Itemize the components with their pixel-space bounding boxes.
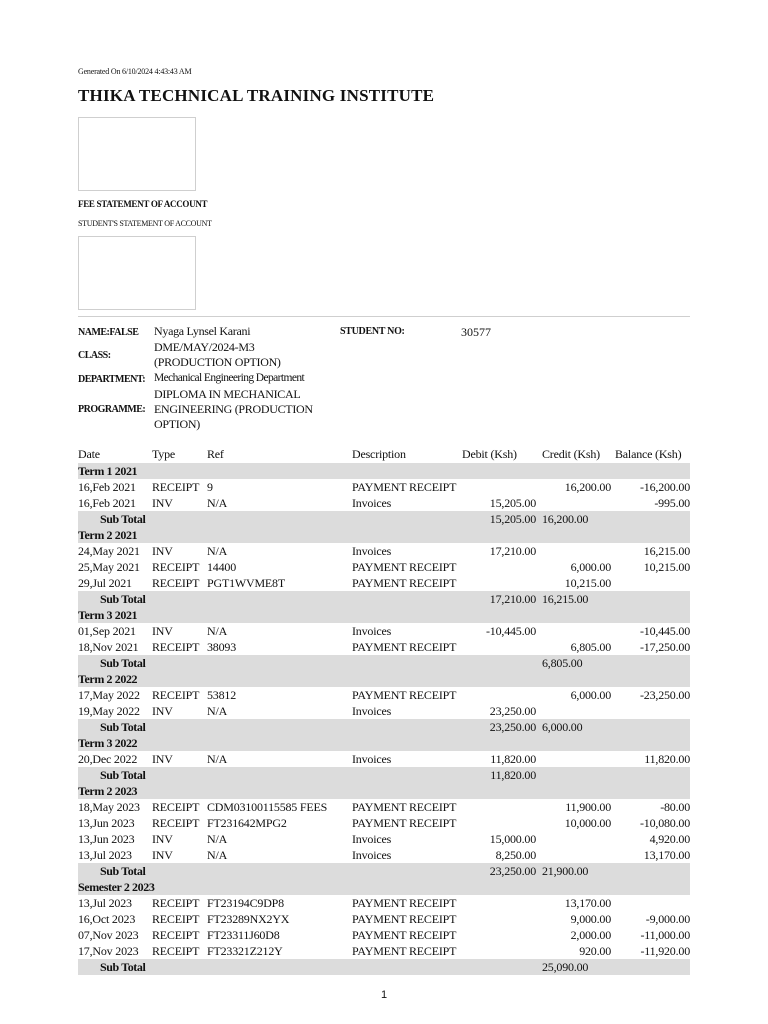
term-label: Term 3 2021: [78, 607, 690, 623]
cell-description: Invoices: [352, 704, 392, 718]
subtotal-balance: [615, 511, 690, 527]
cell-ref: PGT1WVME8T: [207, 576, 285, 590]
cell-debit: [462, 687, 542, 703]
cell-type: RECEIPT: [152, 688, 200, 702]
term-header-row: [78, 527, 690, 543]
col-type: Type: [152, 447, 176, 461]
cell-balance: -995.00: [654, 496, 690, 510]
cell-ref: 53812: [207, 688, 237, 702]
student-no: 30577: [461, 325, 491, 339]
table-row: [78, 495, 690, 511]
subtotal-balance: [615, 719, 690, 735]
cell-debit: 23,250.00: [489, 704, 536, 718]
cell-credit: 2,000.00: [570, 928, 611, 942]
cell-type: RECEIPT: [152, 560, 200, 574]
cell-balance: 16,215.00: [643, 544, 690, 558]
cell-credit: 9,000.00: [570, 912, 611, 926]
cell-description: PAYMENT RECEIPT: [352, 928, 457, 942]
cell-balance: 10,215.00: [643, 560, 690, 574]
cell-debit: [462, 927, 542, 943]
cell-credit: [542, 495, 615, 511]
cell-balance: -9,000.00: [645, 912, 690, 926]
cell-ref: N/A: [207, 832, 228, 846]
term-header-row: [78, 463, 690, 479]
name-label: NAME:FALSE: [78, 327, 139, 338]
cell-type: INV: [152, 752, 173, 766]
cell-type: RECEIPT: [152, 928, 200, 942]
cell-type: RECEIPT: [152, 576, 200, 590]
subtotal-credit: 21,900.00: [542, 863, 615, 879]
cell-description: PAYMENT RECEIPT: [352, 688, 457, 702]
cell-date: 16,Feb 2021: [78, 480, 136, 494]
subtotal-balance: [615, 591, 690, 607]
cell-type: RECEIPT: [152, 640, 200, 654]
cell-description: PAYMENT RECEIPT: [352, 800, 457, 814]
cell-description: PAYMENT RECEIPT: [352, 560, 457, 574]
subtotal-row: [78, 511, 690, 527]
cell-description: Invoices: [352, 624, 392, 638]
subtotal-balance: [615, 959, 690, 975]
cell-ref: 14400: [207, 560, 237, 574]
cell-ref: N/A: [207, 544, 228, 558]
cell-credit: [542, 831, 615, 847]
student-programme: DIPLOMA IN MECHANICAL ENGINEERING (PRODUCTION OPTION): [154, 387, 313, 431]
cell-credit: 10,000.00: [564, 816, 611, 830]
cell-debit: -10,445.00: [486, 624, 536, 638]
cell-balance: 13,170.00: [643, 848, 690, 862]
table-row: [78, 911, 690, 927]
cell-balance: [615, 575, 690, 591]
col-debit: Debit (Ksh): [462, 447, 517, 461]
subtotal-row: [78, 591, 690, 607]
term-header-row: [78, 879, 690, 895]
cell-description: PAYMENT RECEIPT: [352, 896, 457, 910]
cell-date: 16,Feb 2021: [78, 496, 136, 510]
cell-type: INV: [152, 544, 173, 558]
cell-description: PAYMENT RECEIPT: [352, 816, 457, 830]
col-ref: Ref: [207, 447, 224, 461]
cell-ref: N/A: [207, 752, 228, 766]
cell-type: RECEIPT: [152, 944, 200, 958]
cell-debit: 11,820.00: [490, 752, 536, 766]
cell-balance: -80.00: [660, 800, 690, 814]
cell-debit: 15,205.00: [489, 496, 536, 510]
institution-title: THIKA TECHNICAL TRAINING INSTITUTE: [78, 86, 435, 105]
term-label: Term 2 2022: [78, 671, 690, 687]
cell-date: 24,May 2021: [78, 544, 140, 558]
subtotal-credit: 16,215.00: [542, 591, 615, 607]
cell-credit: [542, 847, 615, 863]
statement-title: FEE STATEMENT OF ACCOUNT: [78, 199, 208, 209]
subtotal-credit: 6,000.00: [542, 719, 615, 735]
term-header-row: [78, 735, 690, 751]
cell-balance: -10,080.00: [640, 816, 690, 830]
cell-balance: -17,250.00: [640, 640, 690, 654]
cell-ref: N/A: [207, 848, 228, 862]
page-number: 1: [380, 989, 388, 1001]
col-balance: Balance (Ksh): [615, 447, 682, 461]
term-label: Term 2 2023: [78, 783, 690, 799]
cell-credit: [542, 703, 615, 719]
subtotal-row: [78, 719, 690, 735]
cell-credit: 16,200.00: [564, 480, 611, 494]
cell-balance: -23,250.00: [640, 688, 690, 702]
table-row: [78, 575, 690, 591]
cell-debit: 17,210.00: [489, 544, 536, 558]
cell-ref: 9: [207, 480, 213, 494]
cell-date: 29,Jul 2021: [78, 576, 132, 590]
term-header-row: [78, 607, 690, 623]
ledger-table: [78, 445, 690, 975]
cell-date: 17,Nov 2023: [78, 944, 139, 958]
subtotal-debit: 23,250.00: [462, 863, 542, 879]
table-header-row: [78, 445, 690, 463]
cell-date: 13,Jul 2023: [78, 896, 132, 910]
subtotal-credit: 16,200.00: [542, 511, 615, 527]
cell-type: RECEIPT: [152, 480, 200, 494]
table-row: [78, 927, 690, 943]
col-description: Description: [352, 447, 406, 461]
cell-credit: 6,000.00: [570, 688, 611, 702]
cell-debit: [462, 895, 542, 911]
cell-balance: [615, 895, 690, 911]
cell-ref: N/A: [207, 624, 228, 638]
table-row: [78, 687, 690, 703]
cell-date: 01,Sep 2021: [78, 624, 136, 638]
subtotal-debit: [462, 959, 542, 975]
cell-debit: [462, 815, 542, 831]
subtotal-debit: 23,250.00: [462, 719, 542, 735]
cell-description: Invoices: [352, 496, 392, 510]
table-row: [78, 543, 690, 559]
cell-debit: 8,250.00: [495, 848, 536, 862]
cell-date: 13,Jul 2023: [78, 848, 132, 862]
table-row: [78, 703, 690, 719]
cell-balance: -16,200.00: [640, 480, 690, 494]
subtotal-row: [78, 863, 690, 879]
col-date: Date: [78, 447, 100, 461]
cell-type: RECEIPT: [152, 816, 200, 830]
subtotal-label: Sub Total: [78, 959, 462, 975]
cell-balance: [615, 703, 690, 719]
cell-date: 20,Dec 2022: [78, 752, 138, 766]
subtotal-label: Sub Total: [78, 863, 462, 879]
cell-ref: FT23321Z212Y: [207, 944, 283, 958]
cell-type: INV: [152, 496, 173, 510]
table-row: [78, 639, 690, 655]
class-label: CLASS:: [78, 350, 111, 361]
term-label: Term 2 2021: [78, 527, 690, 543]
cell-description: Invoices: [352, 752, 392, 766]
cell-credit: 13,170.00: [564, 896, 611, 910]
cell-balance: 4,920.00: [649, 832, 690, 846]
cell-balance: -11,920.00: [640, 944, 690, 958]
subtotal-balance: [615, 863, 690, 879]
student-name: Nyaga Lynsel Karani: [154, 324, 251, 338]
cell-debit: [462, 575, 542, 591]
table-row: [78, 943, 690, 959]
cell-credit: 6,805.00: [570, 640, 611, 654]
cell-ref: N/A: [207, 496, 228, 510]
cell-debit: [462, 799, 542, 815]
cell-type: RECEIPT: [152, 896, 200, 910]
table-row: [78, 815, 690, 831]
subtotal-credit: 25,090.00: [542, 959, 615, 975]
cell-type: INV: [152, 704, 173, 718]
cell-description: PAYMENT RECEIPT: [352, 576, 457, 590]
cell-ref: FT23311J60D8: [207, 928, 280, 942]
subtotal-row: [78, 959, 690, 975]
cell-credit: 920.00: [579, 944, 611, 958]
cell-type: RECEIPT: [152, 912, 200, 926]
table-row: [78, 799, 690, 815]
cell-debit: [462, 639, 542, 655]
term-label: Term 3 2022: [78, 735, 690, 751]
table-row: [78, 751, 690, 767]
cell-date: 19,May 2022: [78, 704, 140, 718]
cell-description: Invoices: [352, 848, 392, 862]
cell-type: RECEIPT: [152, 800, 200, 814]
cell-debit: [462, 911, 542, 927]
cell-date: 17,May 2022: [78, 688, 140, 702]
term-label: Semester 2 2023: [78, 879, 690, 895]
cell-debit: [462, 479, 542, 495]
cell-date: 25,May 2021: [78, 560, 140, 574]
cell-debit: [462, 559, 542, 575]
student-class: DME/MAY/2024-M3 (PRODUCTION OPTION): [154, 340, 281, 369]
cell-date: 13,Jun 2023: [78, 816, 135, 830]
statement-subtitle: STUDENT'S STATEMENT OF ACCOUNT: [78, 219, 212, 228]
generated-timestamp: Generated On 6/10/2024 4:43:43 AM: [78, 67, 192, 76]
cell-debit: [462, 943, 542, 959]
cell-type: INV: [152, 832, 173, 846]
cell-ref: 38093: [207, 640, 237, 654]
table-row: [78, 847, 690, 863]
subtotal-label: Sub Total: [78, 591, 462, 607]
cell-balance: -10,445.00: [640, 624, 690, 638]
cell-date: 07,Nov 2023: [78, 928, 139, 942]
subtotal-debit: [462, 655, 542, 671]
cell-credit: 6,000.00: [570, 560, 611, 574]
subtotal-balance: [615, 767, 690, 783]
cell-debit: 15,000.00: [489, 832, 536, 846]
term-header-row: [78, 783, 690, 799]
cell-credit: 10,215.00: [564, 576, 611, 590]
table-row: [78, 559, 690, 575]
cell-description: Invoices: [352, 832, 392, 846]
subtotal-label: Sub Total: [78, 719, 462, 735]
table-row: [78, 831, 690, 847]
cell-description: PAYMENT RECEIPT: [352, 640, 457, 654]
cell-date: 16,Oct 2023: [78, 912, 136, 926]
cell-type: INV: [152, 848, 173, 862]
ledger-body: [78, 463, 690, 975]
cell-ref: N/A: [207, 704, 228, 718]
subtotal-credit: 6,805.00: [542, 655, 615, 671]
term-label: Term 1 2021: [78, 463, 690, 479]
student-no-label: STUDENT NO:: [340, 326, 405, 337]
table-row: [78, 623, 690, 639]
cell-credit: [542, 543, 615, 559]
subtotal-debit: 17,210.00: [462, 591, 542, 607]
cell-credit: 11,900.00: [565, 800, 611, 814]
cell-credit: [542, 623, 615, 639]
cell-ref: FT23289NX2YX: [207, 912, 290, 926]
subtotal-debit: 11,820.00: [462, 767, 542, 783]
cell-type: INV: [152, 624, 173, 638]
subtotal-label: Sub Total: [78, 767, 462, 783]
cell-date: 13,Jun 2023: [78, 832, 135, 846]
cell-date: 18,Nov 2021: [78, 640, 139, 654]
cell-balance: 11,820.00: [644, 752, 690, 766]
cell-description: Invoices: [352, 544, 392, 558]
table-row: [78, 479, 690, 495]
cell-date: 18,May 2023: [78, 800, 140, 814]
subtotal-debit: 15,205.00: [462, 511, 542, 527]
table-row: [78, 895, 690, 911]
cell-balance: -11,000.00: [640, 928, 690, 942]
cell-credit: [542, 751, 615, 767]
cell-ref: FT231642MPG2: [207, 816, 287, 830]
subtotal-credit: [542, 767, 615, 783]
photo-placeholder: [78, 236, 196, 310]
cell-description: PAYMENT RECEIPT: [352, 944, 457, 958]
section-divider: [78, 316, 690, 317]
programme-label: PROGRAMME:: [78, 404, 146, 415]
cell-ref: FT23194C9DP8: [207, 896, 284, 910]
logo-placeholder: [78, 117, 196, 191]
subtotal-row: [78, 767, 690, 783]
cell-description: PAYMENT RECEIPT: [352, 912, 457, 926]
cell-description: PAYMENT RECEIPT: [352, 480, 457, 494]
subtotal-balance: [615, 655, 690, 671]
subtotal-row: [78, 655, 690, 671]
col-credit: Credit (Ksh): [542, 447, 600, 461]
cell-ref: CDM03100115585 FEES: [207, 800, 328, 814]
department-label: DEPARTMENT:: [78, 374, 146, 385]
student-department: Mechanical Engineering Department: [154, 372, 305, 384]
subtotal-label: Sub Total: [78, 655, 462, 671]
subtotal-label: Sub Total: [78, 511, 462, 527]
term-header-row: [78, 671, 690, 687]
